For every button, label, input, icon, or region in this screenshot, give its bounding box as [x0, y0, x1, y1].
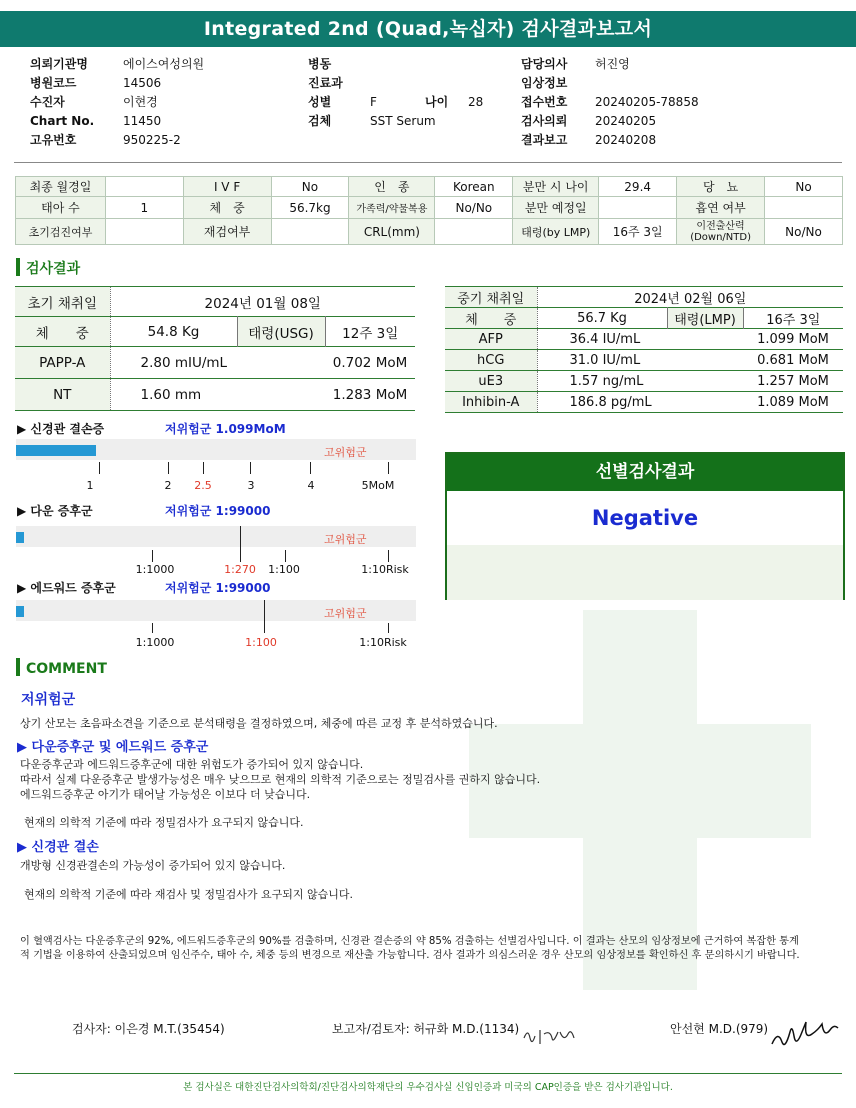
- tick-mark: [152, 623, 153, 633]
- tick-mark: [388, 550, 389, 562]
- clinical-cell: 태령(by LMP): [513, 219, 599, 245]
- clinical-cell: [271, 219, 349, 245]
- comment-note: 이 혈액검사는 다운증후군의 92%, 에드워드증후군의 90%를 검출하며, 신경관 결손증의 약 85% 검출하는 선별검사입니다. 이 결과는 산모의 임상정보에 근거하여 복잡한 통계: [20, 936, 799, 947]
- patient-info-col3: [521, 55, 741, 150]
- screening-result: Negative: [591, 506, 699, 530]
- comment-line: 현재의 의학적 기준에 따라 재검사 및 정밀검사가 요구되지 않습니다.: [24, 888, 353, 901]
- clinical-row: [16, 219, 843, 245]
- label-report-date: 결과보고: [521, 133, 568, 147]
- risk-title-edwards: ▶ 에드워드 증후군 저위험군 1:99000: [17, 581, 271, 595]
- first-trimester-table: [15, 286, 415, 411]
- risk-label: 신경관 결손증: [30, 422, 105, 436]
- clinical-cell: [105, 177, 183, 197]
- clinical-cell: 태아 수: [16, 197, 106, 219]
- tick-label: 1:1000: [135, 563, 175, 576]
- label-ward: 병동: [308, 57, 332, 71]
- first-date-label: 초기 채취일: [15, 287, 110, 317]
- second-weight-label: 체 중: [445, 308, 537, 329]
- table-row: [445, 371, 843, 392]
- divider: [14, 162, 842, 163]
- risk-bar-down: [16, 526, 416, 547]
- clinical-cell: 가족력/약물복용: [349, 197, 435, 219]
- table-row: [445, 329, 843, 350]
- marker-name: PAPP-A: [15, 347, 110, 379]
- tick-mark: [310, 462, 311, 474]
- clinical-cell: 최종 월경일: [16, 177, 106, 197]
- clinical-cell: 체 중: [183, 197, 271, 219]
- tick-mark: [388, 462, 389, 474]
- label-unique-no: 고유번호: [30, 133, 77, 147]
- comment-sub-ntd: ▶ 신경관 결손: [17, 840, 99, 855]
- risk-title-down: ▶ 다운 증후군 저위험군 1:99000: [17, 504, 271, 518]
- screening-result-box: [445, 452, 845, 600]
- comment-heading: [16, 658, 107, 677]
- clinical-info-table: [15, 176, 843, 245]
- tick-label: 4: [307, 479, 315, 492]
- value-receipt-no: 20240205-78858: [595, 95, 699, 109]
- clinical-cell: 이전출산력 (Down/NTD): [677, 219, 765, 245]
- comment-line: 따라서 실제 다운증후군 발생가능성은 매우 낮으므로 현재의 의학적 기준으로는 정밀검사를 권하지 않습니다.: [20, 773, 541, 786]
- clinical-cell: 29.4: [599, 177, 677, 197]
- marker-value: 2.80 mIU/mL: [140, 354, 228, 371]
- value-age: 28: [468, 95, 484, 109]
- marker-mom: 1.257 MoM: [757, 373, 829, 389]
- clinical-cell: [765, 197, 843, 219]
- risk-label: 에드워드 증후군: [30, 581, 116, 595]
- comment-line: 에드워드증후군 아기가 태어날 가능성은 이보다 더 낮습니다.: [20, 788, 311, 801]
- second-weight-value: 56.7 Kg: [537, 308, 667, 329]
- tick-label: 1:1000: [135, 636, 175, 649]
- risk-fill: [16, 532, 24, 543]
- label-chart-no: Chart No.: [30, 114, 95, 128]
- signature-doctor: 안선현 M.D.(979): [670, 1022, 769, 1036]
- label-age: 나이: [425, 95, 449, 109]
- value-patient: 이현경: [123, 95, 158, 109]
- clinical-row: [16, 177, 843, 197]
- second-date-row: [445, 287, 843, 308]
- first-ga-value: 12주 3일: [342, 325, 399, 342]
- comment-note: 적 기법을 이용하여 산출되었으며 임신주수, 태아 수, 체중 등의 변경으로 재산출 가능합니다. 검사 결과가 의심스러운 경우 산모의 임상정보를 확인하신 후 문의하시기 바랍니다.: [20, 950, 800, 961]
- marker-value: 36.4 IU/mL: [569, 331, 641, 347]
- handwritten-signature-reporter: [520, 1022, 580, 1050]
- report-title: Integrated 2nd (Quad,녹십자) 검사결과보고서: [0, 11, 856, 47]
- signature-tester: 검사자: 이은경 M.T.(35454): [72, 1022, 225, 1036]
- footer-certification: 본 검사실은 대한진단검사의학회/진단검사의학재단의 우수검사실 신임인증과 미국의 CAP인증을 받은 검사기관입니다.: [183, 1082, 673, 1093]
- value-chart-no: 11450: [123, 114, 162, 128]
- risk-value: 저위험군 1.099MoM: [165, 422, 286, 436]
- clinical-cell: [435, 219, 513, 245]
- label-department: 진료과: [308, 76, 343, 90]
- risk-title-ntd: ▶ 신경관 결손증 저위험군 1.099MoM: [17, 422, 286, 436]
- table-row: [445, 392, 843, 413]
- comment-heading-text: COMMENT: [26, 661, 107, 677]
- marker-name: hCG: [445, 350, 537, 371]
- high-risk-label: 고위험군: [324, 533, 367, 546]
- clinical-cell: 분만 시 나이: [513, 177, 599, 197]
- first-weight-value: 54.8 Kg: [110, 317, 237, 347]
- tick-mark: [203, 462, 204, 474]
- table-row: [15, 347, 415, 379]
- tick-mark: [99, 462, 100, 474]
- comment-line: 개방형 신경관결손의 가능성이 증가되어 있지 않습니다.: [20, 859, 286, 872]
- risk-value: 저위험군 1:99000: [165, 581, 271, 595]
- clinical-cell: [105, 219, 183, 245]
- clinical-cell: 인 종: [349, 177, 435, 197]
- tick-label: 5MoM: [361, 479, 395, 492]
- tick-mark: [285, 550, 286, 562]
- marker-value: 186.8 pg/mL: [569, 394, 652, 410]
- clinical-cell: 16주 3일: [599, 219, 677, 245]
- footer-divider: [14, 1073, 842, 1074]
- first-ga-label: 태령(USG): [237, 317, 325, 347]
- marker-name: AFP: [445, 329, 537, 350]
- first-date-value: 2024년 01월 08일: [204, 295, 321, 312]
- heading-bar: [16, 258, 20, 276]
- patient-info-col2: [308, 55, 508, 131]
- clinical-cell: 분만 예정일: [513, 197, 599, 219]
- second-ga-label: 태령(LMP): [667, 308, 743, 329]
- label-hospital-code: 병원코드: [30, 76, 77, 90]
- marker-mom: 0.702 MoM: [332, 354, 408, 371]
- marker-mom: 0.681 MoM: [757, 352, 829, 368]
- comment-low-risk: 저위험군: [21, 692, 76, 708]
- label-sex: 성별: [308, 95, 332, 109]
- tick-label-cutoff: 1:270: [224, 563, 256, 576]
- marker-mom: 1.089 MoM: [757, 394, 829, 410]
- clinical-cell: I V F: [183, 177, 271, 197]
- tick-mark: [264, 600, 265, 633]
- value-sex: F: [370, 95, 377, 109]
- marker-value: 1.57 ng/mL: [569, 373, 644, 389]
- tick-label: 1:10Risk: [361, 563, 409, 576]
- table-row: [15, 379, 415, 411]
- risk-bar-edwards: [16, 600, 416, 621]
- clinical-cell: 당 뇨: [677, 177, 765, 197]
- second-date-label: 중기 채취일: [445, 287, 537, 308]
- tick-label-cutoff: 2.5: [194, 479, 212, 492]
- value-hospital-code: 14506: [123, 76, 162, 90]
- risk-bar-ntd: [16, 439, 416, 460]
- tick-mark: [240, 526, 241, 562]
- clinical-row: [16, 197, 843, 219]
- label-specimen: 검체: [308, 114, 332, 128]
- screening-heading: 선별검사결과: [447, 454, 843, 491]
- marker-mom: 1.283 MoM: [332, 386, 408, 403]
- clinical-cell: 흡연 여부: [677, 197, 765, 219]
- label-facility: 의뢰기관명: [30, 57, 88, 71]
- risk-label: 다운 증후군: [30, 504, 93, 518]
- tick-label: 1:10Risk: [359, 636, 407, 649]
- results-heading: [16, 258, 80, 278]
- label-patient: 수진자: [30, 95, 65, 109]
- comment-line: 현재의 의학적 기준에 따라 정밀검사가 요구되지 않습니다.: [24, 816, 304, 829]
- value-report-date: 20240208: [595, 133, 657, 147]
- comment-line: 다운증후군과 에드워드증후군에 대한 위험도가 증가되어 있지 않습니다.: [20, 758, 364, 771]
- high-risk-label: 고위험군: [324, 446, 367, 459]
- first-date-row: [15, 287, 415, 317]
- label-clinical-info: 임상정보: [521, 76, 568, 90]
- tick-label: 3: [247, 479, 255, 492]
- comment-sub-down: ▶ 다운증후군 및 에드워드 증후군: [17, 740, 209, 755]
- value-specimen: SST Serum: [370, 114, 436, 128]
- tick-label-cutoff: 1:100: [245, 636, 277, 649]
- tick-mark: [152, 550, 153, 562]
- heading-bar: [16, 658, 20, 676]
- comment-line: 상기 산모는 초음파소견을 기준으로 분석태령을 결정하였으며, 체중에 따른 교정 후 분석하였습니다.: [20, 717, 498, 730]
- second-trimester-table: [445, 286, 843, 413]
- first-weight-label: 체 중: [15, 317, 110, 347]
- marker-name: NT: [15, 379, 110, 411]
- value-facility: 에이스여성의원: [123, 57, 205, 71]
- clinical-cell: 초기검진여부: [16, 219, 106, 245]
- tick-label: 1:100: [268, 563, 300, 576]
- clinical-cell: No: [765, 177, 843, 197]
- table-row: [445, 350, 843, 371]
- marker-value: 31.0 IU/mL: [569, 352, 641, 368]
- second-date-value: 2024년 02월 06일: [634, 291, 747, 307]
- high-risk-label: 고위험군: [324, 607, 367, 620]
- marker-name: Inhibin-A: [445, 392, 537, 413]
- tick-mark: [168, 462, 169, 474]
- clinical-cell: No: [271, 177, 349, 197]
- marker-name: uE3: [445, 371, 537, 392]
- label-doctor: 담당의사: [521, 57, 568, 71]
- tick-label: 2: [164, 479, 172, 492]
- value-unique-no: 950225-2: [123, 133, 181, 147]
- tick-mark: [388, 623, 389, 633]
- signature-reporter: 보고자/검토자: 허규화 M.D.(1134): [332, 1022, 520, 1036]
- clinical-cell: Korean: [435, 177, 513, 197]
- value-doctor: 허진영: [595, 57, 630, 71]
- marker-value: 1.60 mm: [140, 386, 202, 403]
- clinical-cell: 56.7kg: [271, 197, 349, 219]
- clinical-cell: 1: [105, 197, 183, 219]
- clinical-cell: CRL(mm): [349, 219, 435, 245]
- results-heading-text: 검사결과: [26, 261, 81, 277]
- value-request-date: 20240205: [595, 114, 657, 128]
- tick-label: 1: [86, 479, 94, 492]
- first-weight-row: [15, 317, 415, 347]
- second-ga-value: 16주 3일: [766, 312, 821, 328]
- label-request-date: 검사의뢰: [521, 114, 568, 128]
- clinical-cell: No/No: [435, 197, 513, 219]
- clinical-cell: [599, 197, 677, 219]
- risk-fill: [16, 606, 24, 617]
- label-receipt-no: 접수번호: [521, 95, 568, 109]
- handwritten-signature-doctor: [768, 1014, 842, 1054]
- clinical-cell: 재검여부: [183, 219, 271, 245]
- risk-fill: [16, 445, 96, 456]
- tick-mark: [250, 462, 251, 474]
- risk-value: 저위험군 1:99000: [165, 504, 271, 518]
- clinical-cell: No/No: [765, 219, 843, 245]
- patient-info-col1: [30, 55, 270, 150]
- marker-mom: 1.099 MoM: [757, 331, 829, 347]
- second-weight-row: [445, 308, 843, 329]
